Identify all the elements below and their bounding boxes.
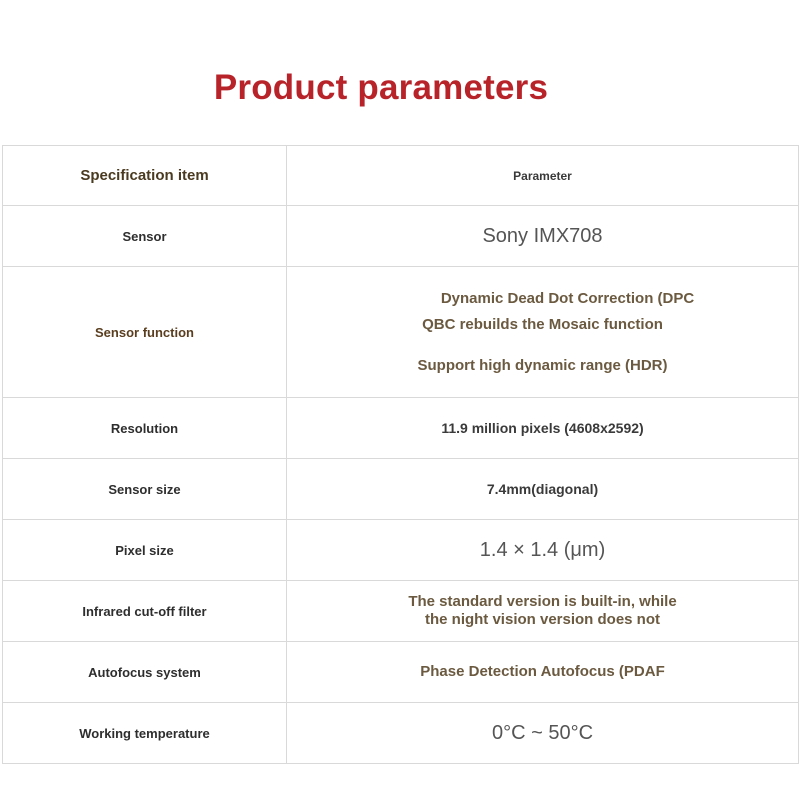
table-row	[3, 642, 799, 703]
row-value-working-temperature: 0°C ~ 50°C	[287, 703, 799, 764]
header-parameter: Parameter	[287, 146, 799, 206]
row-label-resolution: Resolution	[3, 398, 287, 459]
infrared-filter-line-1: The standard version is built-in, while	[408, 593, 677, 610]
infrared-filter-line-2: the night vision version does not	[424, 611, 661, 628]
row-label-infrared-filter: Infrared cut-off filter	[3, 581, 287, 642]
row-label-sensor-function: Sensor function	[3, 267, 287, 398]
row-label-autofocus: Autofocus system	[3, 642, 287, 703]
row-label-working-temperature: Working temperature	[3, 703, 287, 764]
sensor-function-qbc: QBC rebuilds the Mosaic function	[422, 316, 663, 333]
table-row	[3, 206, 799, 267]
row-value-sensor: Sony IMX708	[287, 206, 799, 267]
row-value-resolution: 11.9 million pixels (4608x2592)	[287, 398, 799, 459]
row-value-sensor-function	[287, 267, 799, 398]
page-title: Product parameters	[213, 68, 549, 107]
row-value-autofocus: Phase Detection Autofocus (PDAF	[287, 642, 799, 703]
table-row	[3, 398, 799, 459]
table-header-row	[3, 146, 799, 206]
row-value-pixel-size: 1.4 × 1.4 (μm)	[287, 520, 799, 581]
row-label-sensor: Sensor	[3, 206, 287, 267]
row-value-sensor-size: 7.4mm(diagonal)	[287, 459, 799, 520]
table-row	[3, 703, 799, 764]
sensor-function-hdr: Support high dynamic range (HDR)	[417, 357, 668, 374]
header-specification-item: Specification item	[3, 146, 287, 206]
row-label-pixel-size: Pixel size	[3, 520, 287, 581]
row-label-sensor-size: Sensor size	[3, 459, 287, 520]
table-row	[3, 459, 799, 520]
sensor-function-dpc: Dynamic Dead Dot Correction (DPC	[440, 290, 695, 307]
row-value-infrared-filter	[287, 581, 799, 642]
table-row	[3, 267, 799, 398]
specification-table	[2, 145, 799, 764]
table-row	[3, 581, 799, 642]
table-row	[3, 520, 799, 581]
